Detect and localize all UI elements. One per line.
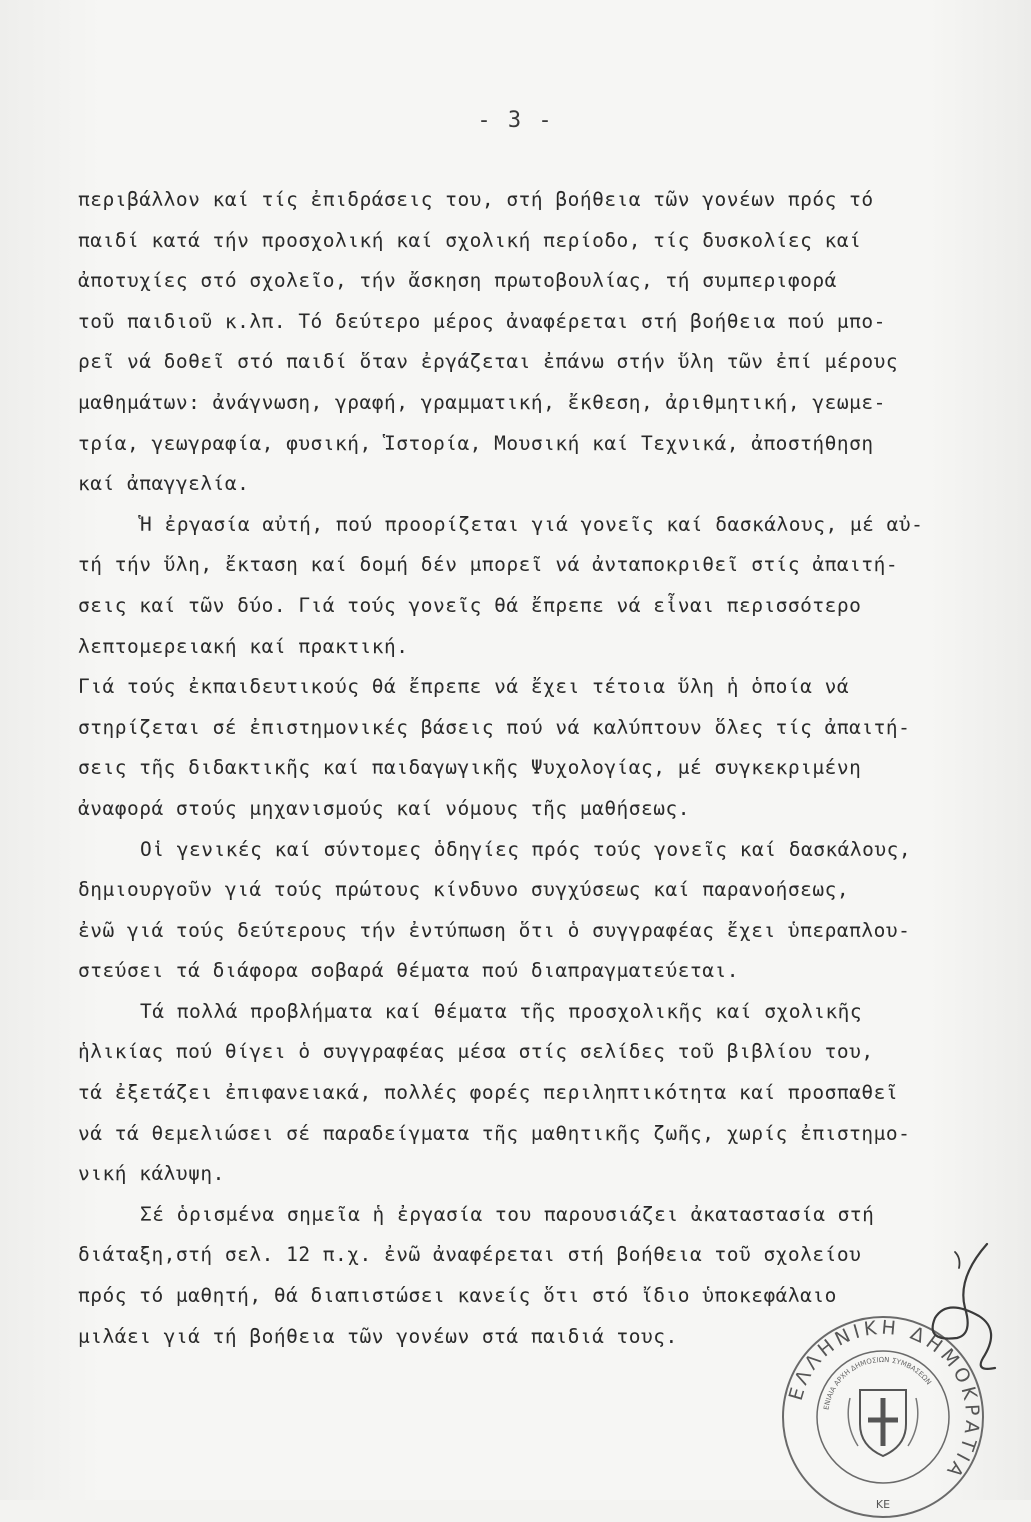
text-line: Οἱ γενικές καί σύντομες ὁδηγίες πρός τούς γονεῖς καί δασκάλους, — [140, 837, 912, 861]
text-line: καί ἀπαγγελία. — [78, 472, 250, 496]
text-line: Γιά τούς ἐκπαιδευτικούς θά ἔπρεπε νά ἔχει τέτοια ὕλη ἡ ὁποία νά — [78, 675, 850, 699]
text-line: στεύσει τά διάφορα σοβαρά θέματα πού διαπραγματεύεται. — [78, 959, 739, 983]
handwritten-signature-icon — [895, 1238, 1015, 1378]
text-line: μιλάει γιά τή βοήθεια τῶν γονέων στά παιδιά τους. — [78, 1324, 678, 1348]
page-number: - 3 - — [477, 108, 554, 133]
text-line: τά ἐξετάζει ἐπιφανειακά, πολλές φορές περιληπτικότητα καί προσπαθεῖ — [78, 1081, 899, 1105]
text-line: τοῦ παιδιοῦ κ.λπ. Τό δεύτερο μέρος ἀναφέρεται στή βοήθεια πού μπο- — [78, 309, 886, 333]
document-body — [78, 180, 993, 1357]
text-line: τρία, γεωγραφία, φυσική, Ἱστορία, Μουσική καί Τεχνικά, ἀποστήθηση — [78, 431, 874, 455]
text-line: ἀποτυχίες στό σχολεῖο, τήν ἄσκηση πρωτοβουλίας, τή συμπεριφορά — [78, 269, 837, 293]
seal-bottom-text: ΚΕ — [875, 1498, 891, 1511]
text-line: ἀναφορά στούς μηχανισμούς καί νόμους τῆς μαθήσεως. — [78, 796, 690, 820]
text-line: ρεῖ νά δοθεῖ στό παιδί ὅταν ἐργάζεται ἐπάνω στήν ὕλη τῶν ἐπί μέρους — [78, 350, 899, 374]
text-line: Τά πολλά προβλήματα καί θέματα τῆς προσχολικῆς καί σχολικῆς — [140, 999, 863, 1023]
text-line: δημιουργοῦν γιά τούς πρώτους κίνδυνο συγχύσεως καί παρανοήσεως, — [78, 878, 850, 902]
text-line: σεις τῆς διδακτικῆς καί παιδαγωγικῆς Ψυχολογίας, μέ συγκεκριμένη — [78, 756, 862, 780]
text-line: Σέ ὁρισμένα σημεῖα ἡ ἐργασία του παρουσιάζει ἀκαταστασία στή — [140, 1202, 875, 1226]
text-line: πρός τό μαθητή, θά διαπιστώσει κανείς ὅτι στό ἴδιο ὑποκεφάλαιο — [78, 1284, 837, 1308]
text-line: Ἡ ἐργασία αὐτή, πού προορίζεται γιά γονεῖς καί δασκάλους, μέ αὐ- — [140, 512, 924, 536]
text-line: νική κάλυψη. — [78, 1162, 225, 1186]
seal-inner-text: ΕΝΙΑΙΑ ΑΡΧΗ ΔΗΜΟΣΙΩΝ ΣΥΜΒΑΣΕΩΝ — [822, 1355, 933, 1411]
text-line: μαθημάτων: ἀνάγνωση, γραφή, γραμματική, ἔκθεση, ἀριθμητική, γεωμε- — [78, 390, 886, 414]
text-line: ἡλικίας πού θίγει ὁ συγγραφέας μέσα στίς σελίδες τοῦ βιβλίου του, — [78, 1040, 874, 1064]
text-line: διάταξη,στή σελ. 12 π.χ. ἐνῶ ἀναφέρεται στή βοήθεια τοῦ σχολείου — [78, 1243, 862, 1267]
coat-of-arms-icon — [848, 1390, 918, 1456]
text-line: ἐνῶ γιά τούς δεύτερους τήν ἐντύπωση ὅτι ὁ συγγραφέας ἔχει ὑπεραπλου- — [78, 918, 911, 942]
text-line: νά τά θεμελιώσει σέ παραδείγματα τῆς μαθητικῆς ζωῆς, χωρίς ἐπιστημο- — [78, 1121, 911, 1145]
seal-outer-text: ΕΛΛΗΝΙΚΗ ΔΗΜΟΚΡΑΤΙΑ — [784, 1316, 984, 1485]
text-line: λεπτομερειακή καί πρακτική. — [78, 634, 409, 658]
text-line: περιβάλλον καί τίς ἐπιδράσεις του, στή βοήθεια τῶν γονέων πρός τό — [78, 188, 874, 211]
text-line: στηρίζεται σέ ἐπιστημονικές βάσεις πού νά καλύπτουν ὅλες τίς ἀπαιτή- — [78, 715, 911, 739]
text-line: παιδί κατά τήν προσχολική καί σχολική περίοδο, τίς δυσκολίες καί — [78, 228, 862, 252]
text-line: τή τήν ὕλη, ἔκταση καί δομή δέν μπορεῖ νά ἀνταποκριθεῖ στίς ἀπαιτή- — [78, 553, 899, 577]
text-line: σεις καί τῶν δύο. Γιά τούς γονεῖς θά ἔπρεπε νά εἶναι περισσότερο — [78, 593, 862, 617]
